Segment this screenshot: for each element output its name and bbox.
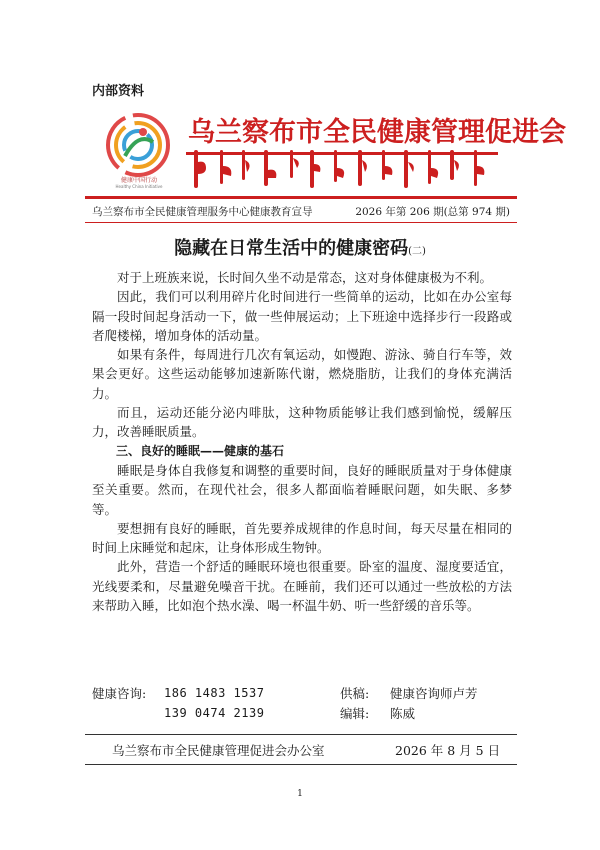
- issue-bar: [92, 204, 510, 219]
- header-rule-top: [85, 196, 517, 199]
- editor-label: 编辑:: [340, 705, 370, 721]
- publisher-text: 乌兰察布市全民健康管理服务中心健康教育宣导: [92, 206, 313, 218]
- logo-caption-cn: 健康中国行动: [120, 177, 157, 184]
- article-title: [0, 234, 600, 260]
- logo-caption-en: Healthy China Initiative: [115, 183, 163, 189]
- footer-rule-bottom: [85, 764, 517, 765]
- article-title-text: 隐藏在日常生活中的健康密码: [174, 238, 409, 259]
- paragraph: 睡眠是身体自我修复和调整的重要时间，良好的睡眠质量对于身体健康至关重要。然而，在现代社会，很多人都面临着睡眠问题，如失眠、多梦等。: [92, 462, 512, 517]
- phone-number: 186 1483 1537: [164, 686, 265, 700]
- internal-material-label: 内部资料: [92, 84, 145, 99]
- contact-block: [92, 684, 512, 723]
- paragraph: 要想拥有良好的睡眠，首先要养成规律的作息时间，每天尽量在相同的时间上床睡觉和起床，让身体形成生物钟。: [92, 520, 512, 556]
- footer-office: 乌兰察布市全民健康管理促进会办公室: [112, 743, 325, 758]
- footer-rule-top: [85, 734, 517, 735]
- mongolian-script-title: [186, 148, 498, 192]
- paragraph: 而且，运动还能分泌内啡肽，这种物质能够让我们感到愉悦，缓解压力，改善睡眠质量。: [92, 405, 512, 440]
- article-body: [92, 268, 512, 615]
- issue-number: 2026 年第 206 期(总第 974 期): [355, 206, 510, 218]
- paragraph: 此外，营造一个舒适的睡眠环境也很重要。卧室的温度、湿度要适宜，光线要柔和，尽量避免噪音干扰。在睡前，我们还可以通过一些放松的方法来帮助入睡，比如泡个热水澡、喝一杯温牛奶、听一些舒缓的音乐等。: [92, 559, 512, 614]
- organization-title: 乌兰察布市全民健康管理促进会: [188, 117, 566, 148]
- phone-number: 139 0474 2139: [164, 705, 265, 720]
- contact-row: [92, 684, 512, 704]
- supply-label: 供稿:: [340, 686, 370, 701]
- logo-caption: [96, 178, 182, 189]
- consult-label: 健康咨询:: [92, 686, 147, 701]
- footer-date: 2026 年 8 月 5 日: [395, 743, 501, 758]
- section-heading: 三、良好的睡眠——健康的基石: [116, 443, 285, 458]
- health-china-logo: [105, 112, 171, 178]
- header-rule-bottom: [85, 222, 517, 223]
- page-number: 1: [297, 789, 303, 799]
- editor-value: 陈威: [390, 705, 416, 721]
- paragraph: 对于上班族来说，长时间久坐不动是常态，这对身体健康极为不利。: [117, 270, 493, 285]
- paragraph: 如果有条件，每周进行几次有氧运动，如慢跑、游泳、骑自行车等，效果会更好。这些运动能够加速新陈代谢，燃烧脂肪，让我们的身体充满活力。: [92, 347, 512, 401]
- supply-value: 健康咨询师卢芳: [390, 686, 478, 701]
- paragraph: 因此，我们可以利用碎片化时间进行一些简单的运动，比如在办公室每隔一段时间起身活动一下，做一些伸展运动；上下班途中选择步行一段路或者爬楼梯，增加身体的活动量。: [92, 289, 512, 343]
- article-title-suffix: (二): [408, 246, 426, 257]
- contact-row: [92, 704, 512, 724]
